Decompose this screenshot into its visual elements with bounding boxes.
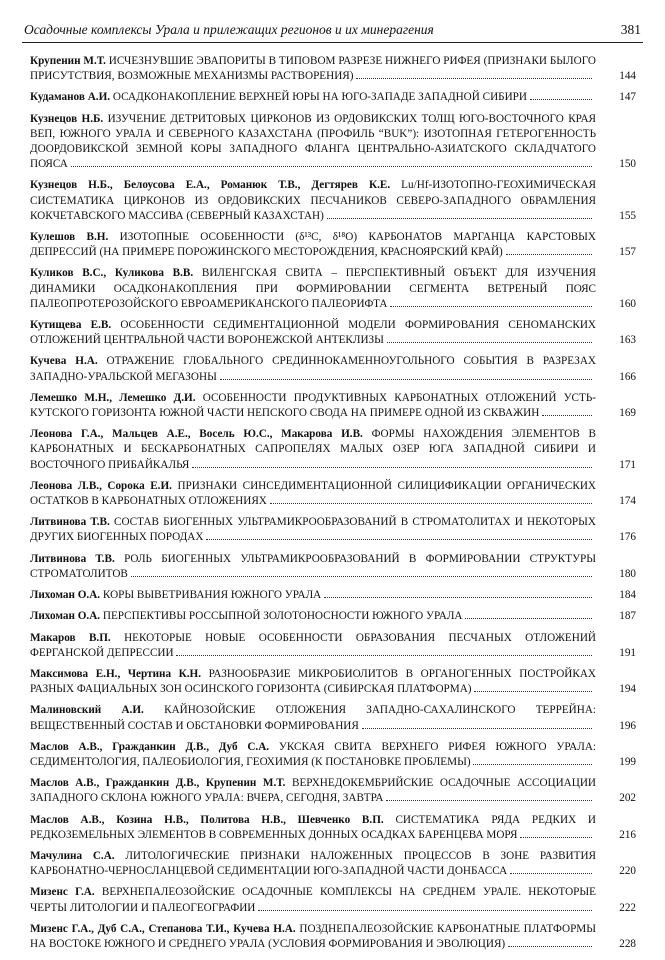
toc-entry-page: 194 [619,683,636,696]
toc-entry-page: 196 [619,719,636,732]
toc-entry-title: ОСОБЕННОСТИ ПРОДУКТИВНЫХ КАРБОНАТНЫХ ОТЛОЖЕНИЙ УСТЬ-КУТСКОГО ГОРИЗОНТА ЮЖНОЙ ЧАСТИ НЕПСКОГО СВОДА НА ПРИМЕРЕ ОДНОЙ ИЗ СКВАЖИН [30,391,596,420]
toc-entry[interactable] [30,588,636,603]
toc-entry-text [30,318,596,348]
toc-entry-authors: Макаров В.П. [30,631,111,644]
toc-entry-authors: Мачулина С.А. [30,849,115,862]
toc-entry-authors: Кулешов В.Н. [30,231,109,244]
toc-entry-leader-dots [465,616,592,619]
toc-entry-title: ПОЗДНЕПАЛЕОЗОЙСКИЕ КАРБОНАТНЫЕ ПЛАТФОРМЫ НА ВОСТОКЕ ЮЖНОГО И СРЕДНЕГО УРАЛА (УСЛОВИЯ ФОРМИРОВАНИЯ И ЭВОЛЮЦИЯ) [30,922,596,950]
toc-entry-authors: Лихоман О.А. [30,589,101,602]
table-of-contents [30,54,636,958]
toc-entry[interactable] [30,740,636,770]
toc-entry-page: 202 [619,792,636,805]
toc-entry-page: 199 [619,755,636,768]
toc-entry-title: ВЕРХНЕДОКЕМБРИЙСКИЕ ОСАДОЧНЫЕ АССОЦИАЦИИ ЗАПАДНОГО СКЛОНА ЮЖНОГО УРАЛА: ВЧЕРА, СЕГОДНЯ, ЗАВТРА [30,777,597,805]
toc-entry-title: ФОРМЫ НАХОЖДЕНИЯ ЭЛЕМЕНТОВ В КАРБОНАТНЫХ И БЕСКАРБОНАТНЫХ САПРОПЕЛЯХ МАЛЫХ ОЗЕР ЮГА ЗАПАДНОЙ СИБИРИ И ВОСТОЧНОГО ПРИБАЙКАЛЬЯ [30,428,596,471]
toc-entry[interactable] [30,427,636,473]
toc-entry-page: 220 [619,865,636,878]
toc-entry-text [30,588,596,603]
toc-entry-title: ЛИТОЛОГИЧЕСКИЕ ПРИЗНАКИ НАЛОЖЕННЫХ ПРОЦЕССОВ В ЗОНЕ РАЗВИТИЯ КАРБОНАТНО-ЧЕРНОСЛАНЦЕВОЙ СЕДИМЕНТАЦИИ ЮГО-ЗАПАДНОЙ ЧАСТИ ДОНБАССА [30,849,596,878]
toc-entry-leader-dots [71,164,592,167]
toc-entry-page: 169 [619,407,636,420]
toc-entry-text [30,631,596,661]
toc-entry-authors: Литвинова Т.В. [30,516,110,529]
toc-entry-page: 184 [619,589,636,602]
toc-entry-authors: Кузнецов Н.Б., Белоусова Е.А., Романюк Т.В., Дегтярев К.Е. [30,179,391,192]
toc-entry-leader-dots [510,871,592,874]
toc-entry-authors: Максимова Е.Н., Чертина К.Н. [30,667,202,680]
toc-entry-page: 174 [619,495,636,508]
toc-entry-authors: Маслов А.В., Козина Н.В., Политова Н.В., Шевченко В.П. [30,813,384,826]
toc-entry-leader-dots [220,377,592,380]
toc-entry-authors: Кутищева Е.В. [30,319,112,332]
toc-entry-leader-dots [474,689,592,692]
toc-entry-title: ВИЛЕНГСКАЯ СВИТА – ПЕРСПЕКТИВНЫЙ ОБЪЕКТ ДЛЯ ИЗУЧЕНИЯ ДИНАМИКИ ОСАДКОНАКОПЛЕНИЯ ПРИ ФОРМИРОВАНИИ СЕГМЕНТА ВЕТРЕНЫЙ ПОЯС ПАЛЕОПРОТЕРОЗОЙСКОГО ЕВРОАМЕРИКАНСКОГО ПАЛЕОРИФТА [30,267,596,310]
toc-entry-page: 155 [619,209,636,222]
toc-entry-title: ПРИЗНАКИ СИНСЕДИМЕНТАЦИОННОЙ СИЛИЦИФИКАЦИИ ОРГАНИЧЕСКИХ ОСТАТКОВ В КАРБОНАТНЫХ ОТЛОЖЕНИЯХ [30,479,597,508]
toc-entry-leader-dots [386,798,592,801]
toc-entry[interactable] [30,667,636,697]
toc-entry-title: КОРЫ ВЫВЕТРИВАНИЯ ЮЖНОГО УРАЛА [102,589,322,602]
toc-entry-title: СИСТЕМАТИКА РЯДА РЕДКИХ И РЕДКОЗЕМЕЛЬНЫХ ЭЛЕМЕНТОВ В СОВРЕМЕННЫХ ДОННЫХ ОСАДКАХ БАРЕНЦЕВА МОРЯ [30,813,596,841]
toc-entry-authors: Лемешко М.Н., Лемешко Д.И. [30,391,196,404]
toc-entry-text [30,609,596,624]
toc-entry-authors: Леонова Л.В., Сорока Е.И. [30,479,172,492]
toc-entry[interactable] [30,849,636,879]
toc-entry-title: НЕКОТОРЫЕ НОВЫЕ ОСОБЕННОСТИ ОБРАЗОВАНИЯ ПЕСЧАНЫХ ОТЛОЖЕНИЙ ФЕРГАНСКОЙ ДЕПРЕССИИ [30,631,596,659]
toc-entry-text [30,391,596,421]
toc-entry[interactable] [30,354,636,384]
toc-entry-title: УКСКАЯ СВИТА ВЕРХНЕГО РИФЕЯ ЮЖНОГО УРАЛА: СЕДИМЕНТОЛОГИЯ, ПАЛЕОБИОЛОГИЯ, ГЕОХИМИЯ (К ПОСТАНОВКЕ ПРОБЛЕМЫ) [30,740,597,768]
toc-entry-text [30,849,596,879]
toc-entry[interactable] [30,813,636,843]
toc-entry-authors: Крупенин М.Т. [30,55,106,67]
toc-entry[interactable] [30,230,636,260]
toc-entry-page: 191 [619,646,636,659]
toc-entry[interactable] [30,922,636,952]
toc-entry-leader-dots [206,537,592,540]
toc-entry-page: 144 [619,70,636,83]
page-number: 381 [620,22,641,37]
toc-entry-text [30,552,596,582]
toc-entry-title: ОСОБЕННОСТИ СЕДИМЕНТАЦИОННОЙ МОДЕЛИ ФОРМИРОВАНИЯ СЕНОМАНСКИХ ОТЛОЖЕНИЙ ЦЕНТРАЛЬНОЙ ЧАСТИ ВОРОНЕЖСКОЙ АНТЕКЛИЗЫ [30,319,596,347]
toc-entry-title: РАЗНООБРАЗИЕ МИКРОБИОЛИТОВ В ОРГАНОГЕННЫХ ПОСТРОЙКАХ РАЗНЫХ ФАЦИАЛЬНЫХ ЗОН ОСИНСКОГО ГОРИЗОНТА (СИБИРСКАЯ ПЛАТФОРМА) [30,667,596,696]
toc-entry-text [30,776,596,806]
toc-entry-text [30,885,596,915]
toc-entry-leader-dots [324,595,592,598]
toc-entry[interactable] [30,479,636,509]
toc-entry-title: ОСАДКОНАКОПЛЕНИЕ ВЕРХНЕЙ ЮРЫ НА ЮГО-ЗАПАДЕ ЗАПАДНОЙ СИБИРИ [112,91,527,104]
toc-entry[interactable] [30,318,636,348]
toc-entry-text [30,703,596,733]
toc-entry[interactable] [30,703,636,733]
toc-entry-title: ПЕРСПЕКТИВЫ РОССЫПНОЙ ЗОЛОТОНОСНОСТИ ЮЖНОГО УРАЛА [102,610,463,623]
toc-entry-leader-dots [530,97,592,100]
toc-entry[interactable] [30,90,636,105]
toc-entry-text [30,813,596,843]
toc-entry-text [30,479,596,509]
toc-entry-leader-dots [327,216,592,219]
toc-entry-leader-dots [270,501,592,504]
toc-entry-leader-dots [508,944,592,947]
toc-entry[interactable] [30,515,636,545]
toc-entry-text [30,230,596,260]
toc-entry-title: СОСТАВ БИОГЕННЫХ УЛЬТРАМИКРООБРАЗОВАНИЙ В СТРОМАТОЛИТАХ И НЕКОТОРЫХ ДРУГИХ БИОГЕННЫХ ПОРОДАХ [30,516,596,544]
toc-entry-text [30,922,596,952]
toc-entry-text [30,427,596,473]
toc-entry-title: Lu/Hf-ИЗОТОПНО-ГЕОХИМИЧЕСКАЯ СИСТЕМАТИКА ЦИРКОНОВ ИЗ ОРДОВИКСКИХ ПЕСЧАНИКОВ СЕВЕРО-ЗАПАДНОГО ОБРАМЛЕНИЯ КОКЧЕТАВСКОГО МАССИВА (СЕВЕРНЫЙ КАЗАХСТАН) [30,179,596,222]
toc-entry-text [30,112,596,173]
toc-entry[interactable] [30,54,636,84]
toc-entry-leader-dots [131,574,592,577]
toc-entry-authors: Кузнецов Н.Б. [30,112,104,125]
toc-entry-leader-dots [520,835,592,838]
toc-entry[interactable] [30,631,636,661]
toc-entry-title: ИСЧЕЗНУВШИЕ ЭВАПОРИТЫ В ТИПОВОМ РАЗРЕЗЕ НИЖНЕГО РИФЕЯ (ПРИЗНАКИ БЫЛОГО ПРИСУТСТВИЯ, ВОЗМОЖНЫЕ МЕХАНИЗМЫ РАСТВОРЕНИЯ) [30,55,596,83]
toc-entry[interactable] [30,391,636,421]
toc-entry-page: 176 [619,531,636,544]
toc-entry-page: 150 [619,158,636,171]
toc-entry-authors: Лихоман О.А. [30,610,101,623]
toc-entry-text [30,178,596,224]
toc-entry-leader-dots [192,465,592,468]
toc-entry-leader-dots [176,653,592,656]
toc-entry-title: РОЛЬ БИОГЕННЫХ УЛЬТРАМИКРООБРАЗОВАНИЙ В ФОРМИРОВАНИИ СТРУКТУРЫ СТРОМАТОЛИТОВ [30,552,596,580]
toc-entry-authors: Кудаманов А.И. [30,91,111,104]
toc-entry-page: 187 [619,610,636,623]
toc-entry-page: 166 [619,370,636,383]
toc-entry-authors: Мизенс Г.А. [30,886,95,899]
toc-entry-leader-dots [506,252,592,255]
toc-entry-leader-dots [387,340,592,343]
toc-entry-text [30,667,596,697]
toc-entry-leader-dots [356,76,592,79]
toc-entry-title: ВЕРХНЕПАЛЕОЗОЙСКИЕ ОСАДОЧНЫЕ КОМПЛЕКСЫ НА СРЕДНЕМ УРАЛЕ. НЕКОТОРЫЕ ЧЕРТЫ ЛИТОЛОГИИ И ПАЛЕОГЕОГРАФИИ [30,886,596,914]
toc-entry-title: ОТРАЖЕНИЕ ГЛОБАЛЬНОГО СРЕДИННОКАМЕННОУГОЛЬНОГО СОБЫТИЯ В РАЗРЕЗАХ ЗАПАДНО-УРАЛЬСКОЙ МЕГАЗОНЫ [30,355,596,383]
toc-entry-authors: Маслов А.В., Гражданкин Д.В., Крупенин М.Т. [30,777,286,790]
toc-entry-text [30,90,596,105]
toc-entry-text [30,266,596,312]
running-title: Осадочные комплексы Урала и прилежащих регионов и их минерагения [24,22,434,37]
toc-entry-authors: Маслов А.В., Гражданкин Д.В., Дуб С.А. [30,740,270,753]
toc-entry-page: 147 [619,91,636,104]
toc-entry-page: 228 [619,937,636,950]
toc-entry-page: 163 [619,334,636,347]
toc-entry[interactable] [30,552,636,582]
toc-entry[interactable] [30,178,636,224]
toc-entry-text [30,54,596,84]
toc-entry-leader-dots [390,304,592,307]
toc-entry-title: ИЗУЧЕНИЕ ДЕТРИТОВЫХ ЦИРКОНОВ ИЗ ОРДОВИКСКИХ ТОЛЩ ЮГО-ВОСТОЧНОГО КРАЯ ВЕП, ЮЖНОГО УРАЛА И СЕВЕРНОГО КАЗАХСТАНА (ПРОФИЛЬ “BUK”): ИЗОТОПНАЯ ГЕТЕРОГЕННОСТЬ ДООРДОВИКСКОЙ ЗЕМНОЙ КОРЫ ЗАПАДНОГО ФЛАНГА ЦЕНТРАЛЬНО-АЗИАТСКОГО СКЛАДЧАТОГО ПОЯСА [30,112,596,171]
toc-entry-leader-dots [473,762,592,765]
toc-entry-authors: Малиновский А.И. [30,704,144,717]
toc-entry-authors: Леонова Г.А., Мальцев А.Е., Восель Ю.С., Макарова И.В. [30,428,363,441]
toc-entry[interactable] [30,776,636,806]
toc-entry[interactable] [30,609,636,624]
running-header [22,20,643,43]
toc-entry-leader-dots [258,908,592,911]
toc-entry-leader-dots [542,413,592,416]
toc-entry-text [30,354,596,384]
toc-entry-page: 171 [619,458,636,471]
toc-entry-authors: Мизенс Г.А., Дуб С.А., Степанова Т.И., Кучева Н.А. [30,922,296,935]
toc-entry-text [30,515,596,545]
toc-entry-page: 160 [619,297,636,310]
toc-entry-leader-dots [362,726,592,729]
toc-entry-text [30,740,596,770]
toc-entry[interactable] [30,885,636,915]
toc-entry[interactable] [30,112,636,173]
toc-entry-authors: Куликов В.С., Куликова В.В. [30,267,194,280]
toc-entry-page: 222 [619,901,636,914]
toc-entry-page: 180 [619,567,636,580]
toc-entry-title: КАЙНОЗОЙСКИЕ ОТЛОЖЕНИЯ ЗАПАДНО-САХАЛИНСКОГО ТЕРРЕЙНА: ВЕЩЕСТВЕННЫЙ СОСТАВ И ОБСТАНОВКИ ФОРМИРОВАНИЯ [30,704,597,732]
toc-entry-page: 157 [619,246,636,259]
toc-entry[interactable] [30,266,636,312]
toc-entry-title: ИЗОТОПНЫЕ ОСОБЕННОСТИ (δ¹³C, δ¹⁸O) КАРБОНАТОВ МАРГАНЦА КАРСТОВЫХ ДЕПРЕССИЙ (НА ПРИМЕРЕ ПОРОЖИНСКОГО МЕСТОРОЖДЕНИЯ, КРАСНОЯРСКИЙ КРАЙ) [30,231,596,259]
toc-entry-authors: Кучева Н.А. [30,355,98,368]
toc-entry-authors: Литвинова Т.В. [30,552,115,565]
toc-entry-page: 216 [619,828,636,841]
